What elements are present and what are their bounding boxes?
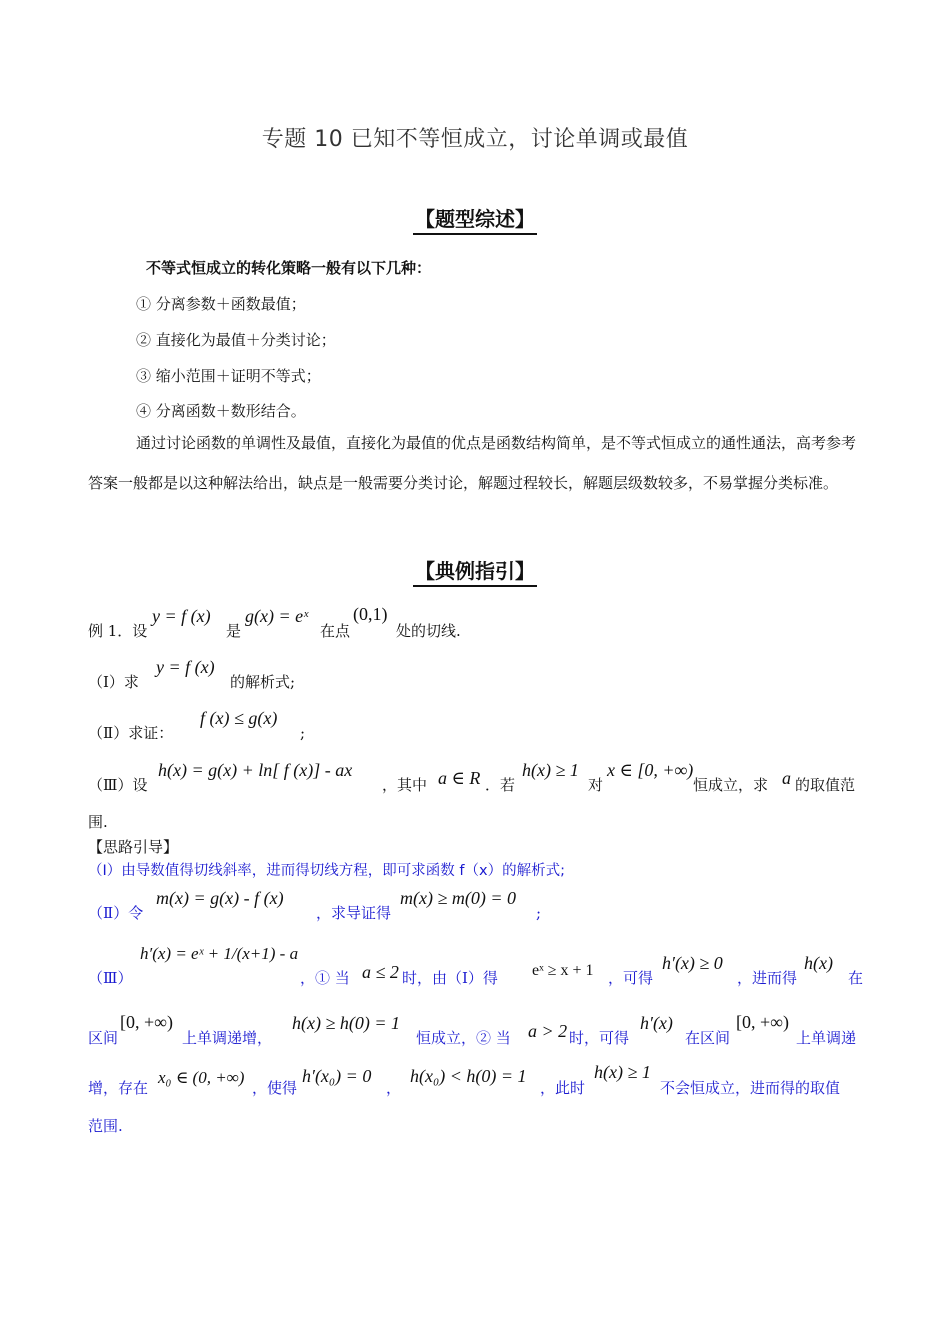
math-expression: [0, +∞) [736,1012,789,1032]
part-3-label: （Ⅲ）设 [88,776,148,794]
math-expression: m(x) ≥ m(0) = 0 [400,888,516,908]
guide-line-1: （Ⅰ）由导数值得切线斜率，进而得切线方程，即可求函数 f（x）的解析式; [88,863,565,879]
guide-line-3-text: ，① 当 [300,969,350,987]
guide-line-4-text: 在区间 [685,1029,731,1047]
strategy-item-1: ① 分离参数＋函数最值； [136,295,306,313]
guide-line-2-text: ; [536,904,542,922]
section-heading-examples: 【典例指引】 [0,555,950,584]
part-1-text: 的解析式; [230,673,296,691]
guide-line-2-label: （Ⅱ）令 [88,904,144,922]
guide-line-4-text: 时，可得 [569,1029,630,1047]
math-expression: h′(x) [640,1013,673,1033]
guide-line-5-text: ， [386,1079,402,1097]
example-label: 例 1．设 [88,622,148,640]
math-expression: a > 2 [528,1021,568,1041]
part-3-text: 恒成立，求 [693,776,769,794]
math-expression: h′(x) = eˣ + 1/(x+1) - a [140,944,299,963]
example-text: 处的切线. [396,622,461,640]
guide-line-2-text: ，求导证得 [316,904,392,922]
math-expression: x ∈ [0, +∞) [607,760,694,780]
math-expression: g(x) = eˣ [245,606,309,626]
strategy-item-2: ② 直接化为最值＋分类讨论； [136,331,336,349]
math-expression: h(x) ≥ h(0) = 1 [292,1013,400,1033]
math-expression: y = f (x) [152,606,211,626]
math-expression: h(x) = g(x) + ln[ f (x)] - ax [158,760,353,780]
guide-line-3-text: 在 [848,969,864,987]
part-2-label: （Ⅱ）求证： [88,724,174,742]
math-expression: h(x) [804,953,833,973]
math-expression: a [782,768,791,788]
math-expression: h′(x) ≥ 0 [662,953,723,973]
part-1-label: （Ⅰ）求 [88,673,139,691]
overview-paragraph: 通过讨论函数的单调性及最值，直接化为最值的优点是函数结构简单，是不等式恒成立的通性通法，高考参考答案一般都是以这种解法给出，缺点是一般需要分类讨论，解题过程较长，解题层级数较多，不易掌握分类标准。 [88,434,857,492]
guide-line-3-text: ，进而得 [737,969,798,987]
guide-line-3-label: （Ⅲ） [88,969,133,987]
part-3-text: ，其中 [382,776,428,794]
part-3-text: 对 [588,776,604,794]
part-3-text: ．若 [485,776,516,794]
part-3-text: 的取值范 [795,776,856,794]
guide-line-4-text: 区间 [88,1029,119,1047]
strategy-item-4: ④ 分离函数＋数形结合。 [136,402,306,420]
math-expression: [0, +∞) [120,1012,173,1032]
guide-line-3-text: 时，由（Ⅰ）得 [402,969,498,987]
guide-line-3-text: ，可得 [608,969,654,987]
math-expression: m(x) = g(x) - f (x) [156,888,284,908]
part-2-text: ; [300,724,306,742]
math-expression: h(x₀) < h(0) = 1 [410,1066,527,1086]
example-text: 是 [226,622,242,640]
math-expression: (0,1) [353,604,388,624]
guide-line-4-text: 上单调递 [796,1029,857,1047]
guide-heading: 【思路引导】 [88,838,179,856]
math-expression: y = f (x) [156,657,215,677]
guide-line-6-text: 范围. [88,1117,123,1135]
math-expression: x₀ ∈ (0, +∞) [158,1068,245,1087]
example-text: 在点 [320,622,351,640]
guide-line-5-text: ，使得 [252,1079,298,1097]
math-expression: f (x) ≤ g(x) [200,708,278,728]
math-expression: a ≤ 2 [362,962,399,982]
guide-line-4-text: 上单调递增， [182,1029,273,1047]
strategy-item-3: ③ 缩小范围＋证明不等式； [136,367,321,385]
guide-line-4-text: 恒成立，② 当 [416,1029,511,1047]
math-expression: eˣ ≥ x + 1 [532,962,594,979]
math-expression: h(x) ≥ 1 [522,760,579,780]
guide-line-5-text: 增，存在 [88,1079,149,1097]
intro-heading: 不等式恒成立的转化策略一般有以下几种： [146,259,432,277]
math-expression: a ∈ R [438,768,481,788]
guide-line-5-text: 不会恒成立，进而得的取值 [660,1079,841,1097]
section-heading-overview: 【题型综述】 [0,203,950,232]
guide-line-5-text: ，此时 [540,1079,586,1097]
page-title: 专题 10 已知不等恒成立，讨论单调或最值 [261,127,689,152]
math-expression: h′(x₀) = 0 [302,1066,372,1086]
math-expression: h(x) ≥ 1 [594,1062,651,1082]
part-3-text: 围. [88,813,108,831]
